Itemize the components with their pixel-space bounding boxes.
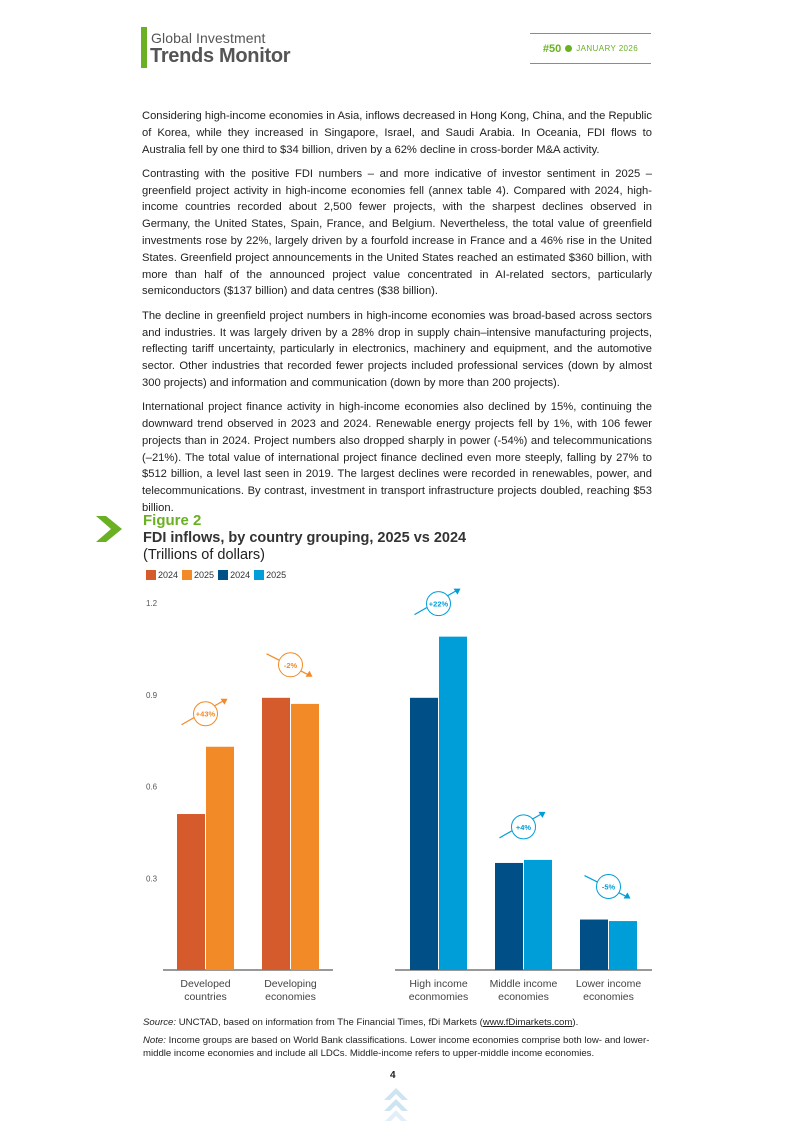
change-label: -2% xyxy=(283,660,298,670)
bar-2024 xyxy=(410,698,438,970)
figure-number: Figure 2 xyxy=(143,512,202,529)
paragraph: The decline in greenfield project numbers in high-income economies was broad-based across sectors and industries. It was largely driven by a 28% drop in supply chain–intensive manufacturing projects, reflecting tariff uncertainty, particularly in electronics, machinery and equipment, and the automotive sector. Other industries that recorded fewer projects included professional services (down by almost 300 projects) and information and communication (down by more than 200 projects). xyxy=(142,309,652,389)
issue-date: JANUARY 2026 xyxy=(576,44,639,53)
note-label: Note: xyxy=(143,1035,166,1046)
figure-title: FDI inflows, by country grouping, 2025 vs 2024 xyxy=(143,530,467,546)
scroll-up-icon[interactable] xyxy=(384,1088,408,1121)
source-end: ). xyxy=(572,1017,579,1028)
bar-2025 xyxy=(524,860,552,970)
paragraph: International project finance activity in high-income economies also declined by 15%, continuing the downward trend observed in 2023 and 2024. Renewable energy projects fell by 1%, with 106 fewer projects than in 2024. Project numbers also dropped sharply in power (-54%) and telecommunications (–21%). The total value of international project finance declined even more steeply, falling by 27% to $512 billion, a level last seen in 2019. The largest declines were recorded in renewables, power, and telecommunications. By contrast, investment in transport infrastructure projects doubled, reaching $53 billion. xyxy=(142,401,652,515)
legend-label: 2025 xyxy=(194,570,215,580)
legend-label: 2024 xyxy=(230,570,251,580)
y-tick-label: 1.2 xyxy=(146,599,158,608)
source-label: Source: xyxy=(143,1017,177,1028)
x-tick-label: Developing xyxy=(264,978,317,990)
bar-2024 xyxy=(262,698,290,970)
issue-number: #50 xyxy=(542,42,562,55)
bar-2025 xyxy=(206,747,234,970)
bar-2025 xyxy=(291,704,319,970)
legend-label: 2025 xyxy=(266,570,287,580)
x-tick-label: economies xyxy=(265,991,316,1003)
bar-2024 xyxy=(495,863,523,970)
change-label: +22% xyxy=(428,599,449,609)
change-label: -5% xyxy=(601,882,616,892)
note xyxy=(143,1035,658,1060)
x-tick-label: Developed xyxy=(180,978,231,990)
page-number: 4 xyxy=(390,1070,396,1081)
paragraph: Considering high-income economies in Asia, inflows decreased in Hong Kong, China, and the Republic of Korea, while they increased in Singapore, Israel, and Saudi Arabia. In Oceania, FDI flows to Australia fell by one third to $34 billion, driven by a 62% decline in cross-border M&A activity. xyxy=(142,110,652,156)
x-tick-label: econmomies xyxy=(408,991,469,1003)
bar-2024 xyxy=(580,920,608,970)
source-text: UNCTAD, based on information from The Financial Times, fDi Markets ( xyxy=(176,1017,483,1028)
x-tick-label: Middle income xyxy=(489,978,558,990)
bar-2025 xyxy=(609,921,637,970)
bar-2025 xyxy=(439,637,467,970)
y-tick-label: 0.3 xyxy=(146,874,158,884)
x-tick-label: economies xyxy=(498,991,549,1003)
legend-label: 2024 xyxy=(158,570,179,580)
note-text: Income groups are based on World Bank classifications. Lower income economies comprise both low- and lower-middle income economies and include all LDCs. Middle-income refers to upper-middle income economies. xyxy=(143,1035,650,1059)
x-tick-label: economies xyxy=(583,991,634,1003)
change-label: +4% xyxy=(515,822,532,832)
brand-line2: Trends Monitor xyxy=(150,45,291,67)
y-tick-label: 0.6 xyxy=(146,782,158,792)
figure-subtitle: (Trillions of dollars) xyxy=(143,547,265,563)
x-tick-label: countries xyxy=(184,991,227,1003)
brand-line1: Global Investment xyxy=(151,30,266,46)
source-link[interactable]: www.fDimarkets.com xyxy=(482,1017,573,1028)
bar-2024 xyxy=(177,814,205,970)
y-tick-label: 0.9 xyxy=(146,690,158,700)
change-label: +43% xyxy=(195,709,216,719)
paragraph: Contrasting with the positive FDI numbers – and more indicative of investor sentiment in 2025 – greenfield project activity in high-income economies fell (annex table 4). Compared with 2024, high-income countries recorded about 2,500 fewer projects, with the sharpest declines observed in Germany, the United States, Spain, France, and Belgium. Nevertheless, the total value of greenfield investments rose by 22%, largely driven by a fourfold increase in France and a 46% rise in the United States. Greenfield project announcements in the United States reached an estimated $360 billion, with more than half of the announced project value concentrated in AI-related sectors, particularly semiconductors ($137 billion) and data centres ($38 billion). xyxy=(142,167,652,298)
x-tick-label: High income xyxy=(409,978,468,990)
source-note xyxy=(143,1017,578,1028)
x-tick-label: Lower income xyxy=(575,978,642,990)
